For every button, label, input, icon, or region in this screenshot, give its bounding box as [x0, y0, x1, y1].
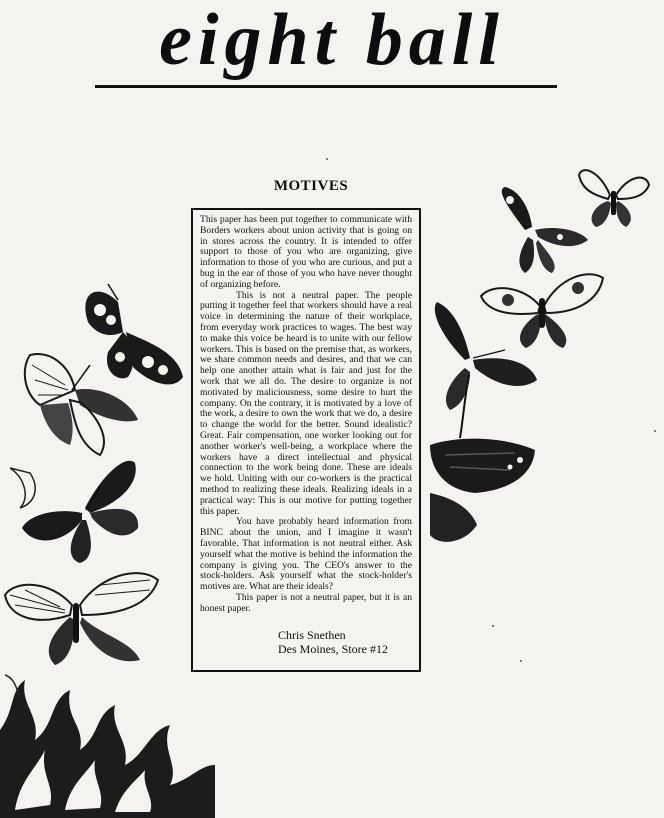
article-paragraph-4: This paper is not a neutral paper, but it is an honest paper.	[200, 591, 412, 614]
moth-icon	[20, 345, 145, 465]
speck	[520, 660, 522, 662]
article-heading: MOTIVES	[273, 178, 349, 194]
author-location: Des Moines, Store #12	[278, 642, 388, 657]
author-name: Chris Snethen	[278, 628, 346, 643]
article-box	[191, 208, 421, 672]
butterfly-icon	[425, 435, 537, 550]
speck	[492, 625, 494, 627]
butterfly-icon	[425, 300, 540, 440]
speck	[326, 158, 328, 160]
moth-icon	[490, 185, 590, 275]
masthead-rule	[95, 85, 557, 88]
speck	[654, 430, 656, 432]
article-paragraph-2: This is not a neutral paper. The people putting it together feel that workers should have a real voice in determining the nature of their workplace, from everyday work practices to wages. The best way to make this voice be heard is to unite with our fellow workers. This is based on the premise that, as workers, we share common needs and desires, and that we can help one another attain what is fair and just for the work that we all do. The desire to organize is not motivated by maliciousness, some desire to hurt the company. On the contrary, it is motivated by a love of the work, a desire to own the work that we do, a desire to change the world for the better. Sound idealistic? Great. Fair compensation, one worker looking out for another worker's well-being, a workplace where the workers have a direct intellectual and physical connection to the work being done. These are ideals we hold. Uniting with our co-workers is the practical method to realizing these ideals. Realizing ideals in a practical way: This is our motive for putting together this paper.	[200, 289, 412, 517]
masthead-title: eight ball	[159, 0, 505, 81]
signature	[278, 628, 412, 656]
butterfly-icon	[0, 565, 160, 670]
article-paragraph-1: This paper has been put together to communicate with Borders workers about union activity that is going on in stores across the country. It is intended to offer support to those of you who are organizing, give information to those of you who are curious, and put a bug in the ear of those of you who have never thought of organizing before.	[200, 214, 412, 290]
flame-icon	[0, 670, 215, 818]
butterfly-icon	[10, 448, 145, 568]
article-paragraph-3: You have probably heard information from BINC about the union, and I imagine it wasn't favorable. That information is not neutral either. Ask yourself what the motive is behind the information the company is giving you. The CEO's answer to the stock-holders. Ask yourself what the stock-holder's motives are. What are their ideals?	[200, 516, 412, 593]
